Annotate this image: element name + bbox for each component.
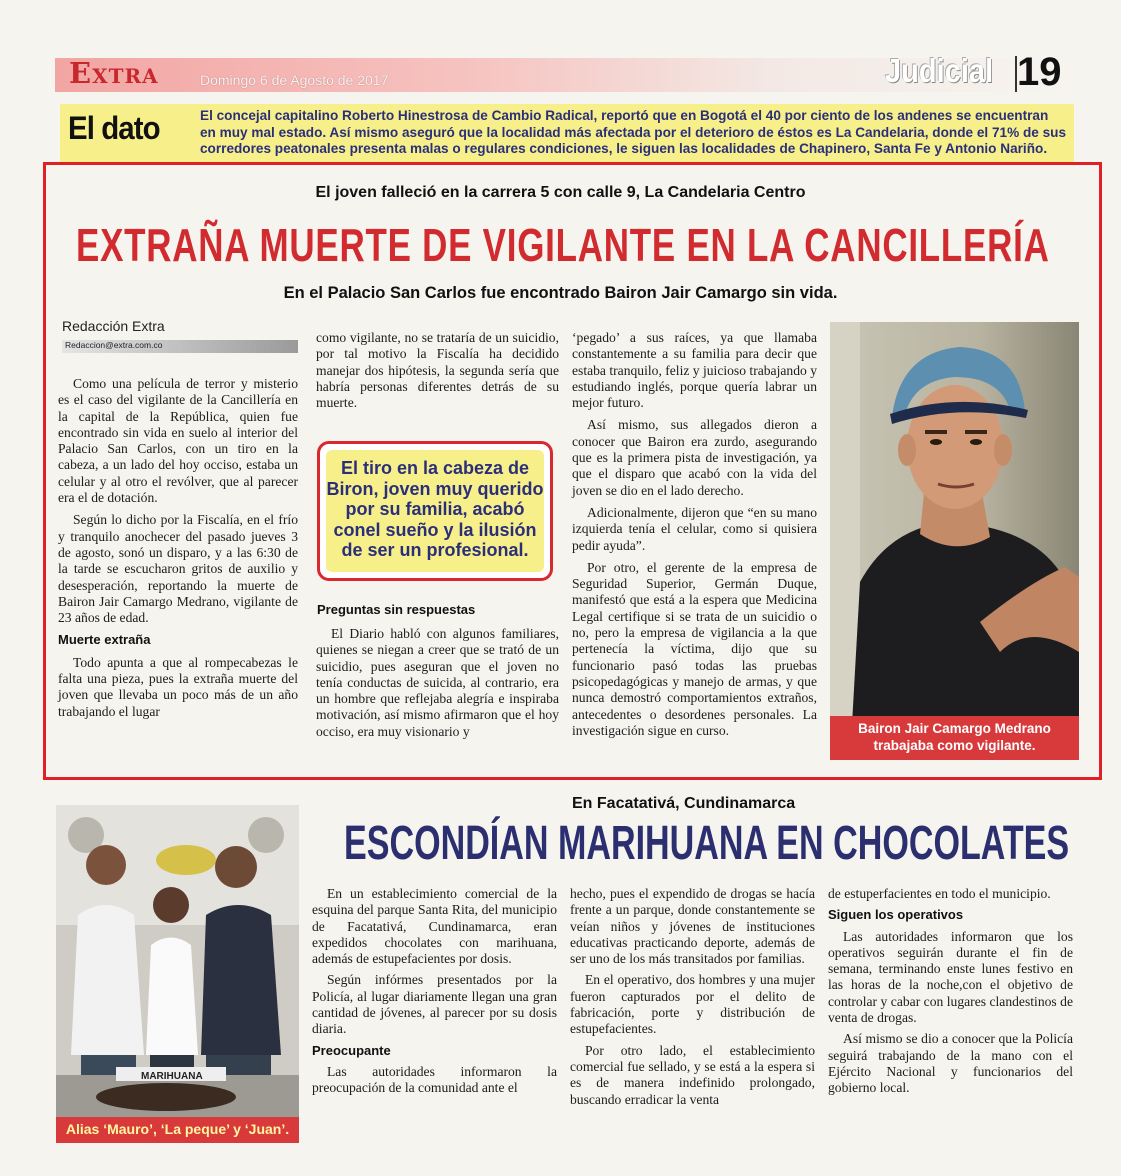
paragraph: Por otro lado, el establecimiento comercial fue sellado, y se está a la espera si es de manera indefinido prolongado, buscando erradicar la venta xyxy=(570,1042,815,1107)
paragraph: Así mismo, sus allegados dieron a conocer que Bairon era zurdo, asegurando que es la primera pista de investigación, ya que el disparo que acabó con la vida del joven se dio en el lado derecho. xyxy=(572,417,817,498)
fact-box-label: El dato xyxy=(68,110,160,146)
issue-date: Domingo 6 de Agosto de 2017 xyxy=(200,72,389,88)
suspects-illustration xyxy=(56,805,299,1117)
story-column-1 xyxy=(58,376,298,726)
subheading: Preocupante xyxy=(312,1042,391,1058)
paragraph: Así mismo se dio a conocer que la Policía seguirá trabajando de la mano con el Ejército Nacional y funcionarios del gobierno local. xyxy=(828,1031,1073,1096)
story-kicker: El joven falleció en la carrera 5 con calle 9, La Candelaria Centro xyxy=(315,184,806,201)
paragraph: Por otro, el gerente de la empresa de Seguridad Superior, Germán Duque, manifestó que está a la espera que Medicina Legal certifique si se trata de un suicidio o no, pero la empresa de vigilancia a la que pertenecía la víctima, dijo que su funcionario pasó todas las pruebas psicopedagógicas y manejo de armas, y que nunca demostró comportamientos extraños, antecedentes o desordenes personales. La investigación sigue en curso. xyxy=(572,559,817,738)
story2-column-2 xyxy=(570,886,815,1113)
byline: Redacción Extra xyxy=(62,318,165,334)
paragraph: de estuperfacientes en todo el municipio. xyxy=(828,886,1051,901)
paragraph: como vigilante, no se trataría de un suicidio, por tal motivo la Fiscalía ha decidido manejar dos hipótesis, la segunda sería que habría personas diferentes detrás de su muerte. xyxy=(316,330,559,411)
subheading: Siguen los operativos xyxy=(828,907,964,923)
fact-box-text: El concejal capitalino Roberto Hinestrosa de Cambio Radical, reportó que en Bogotá el 40 por ciento de los andenes se encuentran en muy mal estado. Así mismo aseguró que la localidad más afectada por el deterioro de éstos es La Candelaria, donde el 71% de sus corredores peatonales presenta malas o regulares condiciones, le siguen las localidades de Chapinero, Santa Fe y Antonio Nariño. xyxy=(200,108,1067,156)
portrait-illustration xyxy=(830,322,1079,760)
paragraph: Según lo dicho por la Fiscalía, en el frío y tranquilo anochecer del pasado jueves 3 de agosto, sonó un disparo, y a las 6:30 de la tarde se escucharon gritos de auxilio y desesperación, reportando la muerte de Bairon Jair Camargo Medrano, vigilante de 23 años de edad. xyxy=(58,512,298,626)
paragraph: El Diario habló con algunos familiares, quienes se niegan a creer que se trató de un suicidio, pues aseguran que el joven no tenía conductas de suicida, al contrario, era un hombre que reflejaba alegría e inspiraba motivación, así mismo afirmaron que el hoy occiso, era muy visionario y xyxy=(316,626,559,739)
paragraph: Las autoridades informaron que los operativos seguirán durante el fin de semana, terminando enste lunes festivo en las horas de la noche,con el objetivo de controlar y cabar con lugares clandestinos de venta de drogas. xyxy=(828,928,1073,1026)
paragraph: Todo apunta a que al rompecabezas le falta una pieza, pues la extraña muerte del joven que llevaba un poco más de un año trabajando el lugar xyxy=(58,654,298,719)
author-email: Redaccion@extra.com.co xyxy=(65,340,163,350)
paragraph: ‘pegado’ a sus raíces, ya que llamaba constantemente a su familia para decir que estaba tranquilo, feliz y juicioso trabajando y estudiando inglés, porque quería labrar un mejor futuro. xyxy=(572,330,817,411)
suspects-photo xyxy=(56,805,299,1117)
photo-caption: Alias ‘Mauro’, ‘La peque’ y ‘Juan’. xyxy=(65,1121,290,1137)
story-headline: EXTRAÑA MUERTE DE VIGILANTE EN LA CANCILLERÍA xyxy=(76,219,1050,271)
story-column-2-bottom xyxy=(316,626,559,746)
story-column-3 xyxy=(572,330,817,745)
section-title: Judicial xyxy=(885,52,994,89)
photo-caption-box xyxy=(56,1117,299,1143)
subheading: Muerte extraña xyxy=(58,632,151,648)
subheading: Preguntas sin respuestas xyxy=(317,602,476,617)
pull-quote xyxy=(317,441,553,581)
pull-quote-panel xyxy=(326,450,544,572)
victim-photo xyxy=(830,322,1079,760)
page-number: 19 xyxy=(1017,50,1062,94)
paragraph: hecho, pues el expendido de drogas se hacía frente a un parque, donde constantemente se veían niños y jóvenes de instituciones educativas practicando deporte, además de ser uno de los más transitados por familias. xyxy=(570,886,815,967)
paragraph: En un establecimiento comercial de la esquina del parque Santa Rita, del municipio de Facatativá, Cundinamarca, eran expedidos chocolates con marihuana, además de estupefacientes por dosis. xyxy=(312,886,557,967)
paragraph: Según infórmes presentados por la Policía, al lugar diariamente llegan una gran cantidad de jóvenes, al parecer por su dosis diaria. xyxy=(312,972,557,1037)
story-kicker: En Facatativá, Cundinamarca xyxy=(572,795,796,812)
photo-caption: Bairon Jair Camargo Medrano trabajaba como vigilante. xyxy=(858,721,1051,753)
evidence-sign-label: MARIHUANA xyxy=(141,1071,203,1082)
paragraph: Las autoridades informaron la preocupación de la comunidad ante el xyxy=(312,1063,557,1096)
email-bar xyxy=(62,340,298,353)
story2-column-3 xyxy=(828,886,1073,1102)
paragraph: Como una película de terror y misterio es el caso del vigilante de la Cancillería en la capital de la República, quien fue encontrado sin vida en suelo al interior del Palacio San Carlos, con un tiro en la cabeza, a un lado del hoy occiso, estaba un celular y al otro el revólver, que al parecer era el de dotación. xyxy=(58,376,298,506)
paragraph: Adicionalmente, dijeron que “en su mano izquierda tenía el celular, como si quisiera pedir ayuda”. xyxy=(572,504,817,553)
story2-column-1 xyxy=(312,886,557,1102)
story-headline: ESCONDÍAN MARIHUANA EN CHOCOLATES xyxy=(344,817,1070,870)
photo-caption-box xyxy=(830,716,1079,760)
newspaper-logo: Extra xyxy=(69,56,159,90)
page-header xyxy=(55,52,1075,96)
pull-quote-text: El tiro en la cabeza de Biron, joven muy querido por su familia, acabó conel sueño y la ilusión de ser un profesional. xyxy=(326,458,544,560)
paragraph: En el operativo, dos hombres y una mujer fueron capturados por el delito de fabricación, porte y distribución de estupefacientes. xyxy=(570,972,815,1037)
story-column-2-top xyxy=(316,330,559,417)
story-subhead: En el Palacio San Carlos fue encontrado Bairon Jair Camargo sin vida. xyxy=(283,284,838,302)
fact-box xyxy=(60,104,1074,162)
